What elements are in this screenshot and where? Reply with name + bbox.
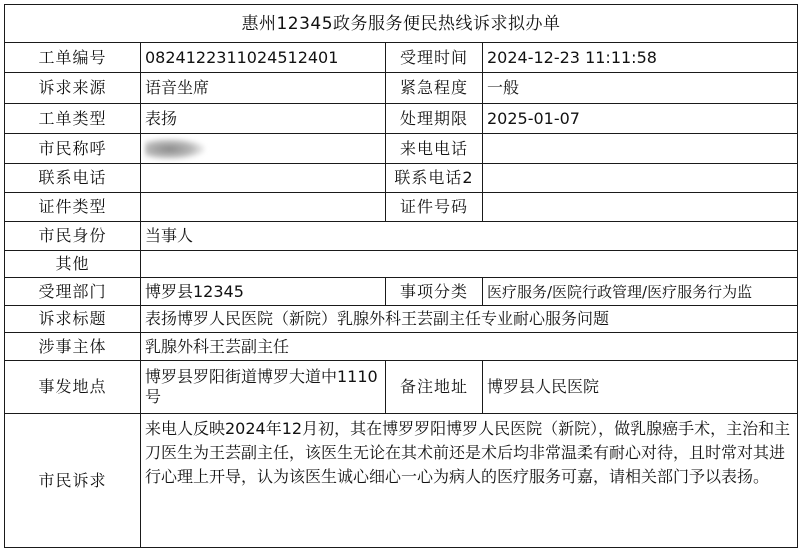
source-value: 语音坐席 — [141, 73, 386, 104]
caller-phone-label: 来电电话 — [386, 134, 483, 164]
note-addr-value: 博罗县人民医院 — [483, 361, 798, 414]
urgency-label: 紧急程度 — [386, 73, 483, 104]
note-addr-label: 备注地址 — [386, 361, 483, 414]
appeal-value: 来电人反映2024年12月初，其在博罗罗阳博罗人民医院（新院），做乳腺癌手术，主治和主刀医生为王芸副主任，该医生无论在其术前还是术后均非常温柔有耐心对待，且时常对其进行心理上开导，认为该医生诚心细心一心为病人的医疗服务可嘉，请相关部门予以表扬。 — [141, 414, 798, 548]
source-label: 诉求来源 — [5, 73, 141, 104]
id-no-value — [483, 193, 798, 222]
subject-title-label: 诉求标题 — [5, 306, 141, 333]
other-label: 其他 — [5, 251, 141, 278]
identity-label: 市民身份 — [5, 222, 141, 251]
ticket-type-label: 工单类型 — [5, 104, 141, 134]
contact-phone-label: 联系电话 — [5, 164, 141, 193]
location-value: 博罗县罗阳街道博罗大道中1110号 — [141, 361, 386, 414]
urgency-value: 一般 — [483, 73, 798, 104]
appeal-label: 市民诉求 — [5, 414, 141, 548]
contact-phone2-value — [483, 164, 798, 193]
category-label: 事项分类 — [386, 278, 483, 306]
ticket-no-value: 0824122311024512401 — [141, 43, 386, 73]
form-table — [4, 4, 798, 548]
party-value: 乳腺外科王芸副主任 — [141, 333, 798, 361]
id-type-label: 证件类型 — [5, 193, 141, 222]
other-value — [141, 251, 798, 278]
id-no-label: 证件号码 — [386, 193, 483, 222]
contact-phone-value — [141, 164, 386, 193]
dept-label: 受理部门 — [5, 278, 141, 306]
citizen-name-label: 市民称呼 — [5, 134, 141, 164]
contact-phone2-label: 联系电话2 — [386, 164, 483, 193]
id-type-value — [141, 193, 386, 222]
ticket-no-label: 工单编号 — [5, 43, 141, 73]
category-value: 医疗服务/医院行政管理/医疗服务行为监 — [483, 278, 798, 306]
deadline-label: 处理期限 — [386, 104, 483, 134]
dept-value: 博罗县12345 — [141, 278, 386, 306]
accept-time-value: 2024-12-23 11:11:58 — [483, 43, 798, 73]
form-title: 惠州12345政务服务便民热线诉求拟办单 — [5, 5, 798, 43]
ticket-type-value: 表扬 — [141, 104, 386, 134]
accept-time-label: 受理时间 — [386, 43, 483, 73]
subject-title-value: 表扬博罗人民医院（新院）乳腺外科王芸副主任专业耐心服务问题 — [141, 306, 798, 333]
party-label: 涉事主体 — [5, 333, 141, 361]
citizen-name-value — [141, 134, 386, 164]
identity-value: 当事人 — [141, 222, 798, 251]
deadline-value: 2025-01-07 — [483, 104, 798, 134]
redacted-blur — [145, 138, 205, 160]
location-label: 事发地点 — [5, 361, 141, 414]
caller-phone-value — [483, 134, 798, 164]
